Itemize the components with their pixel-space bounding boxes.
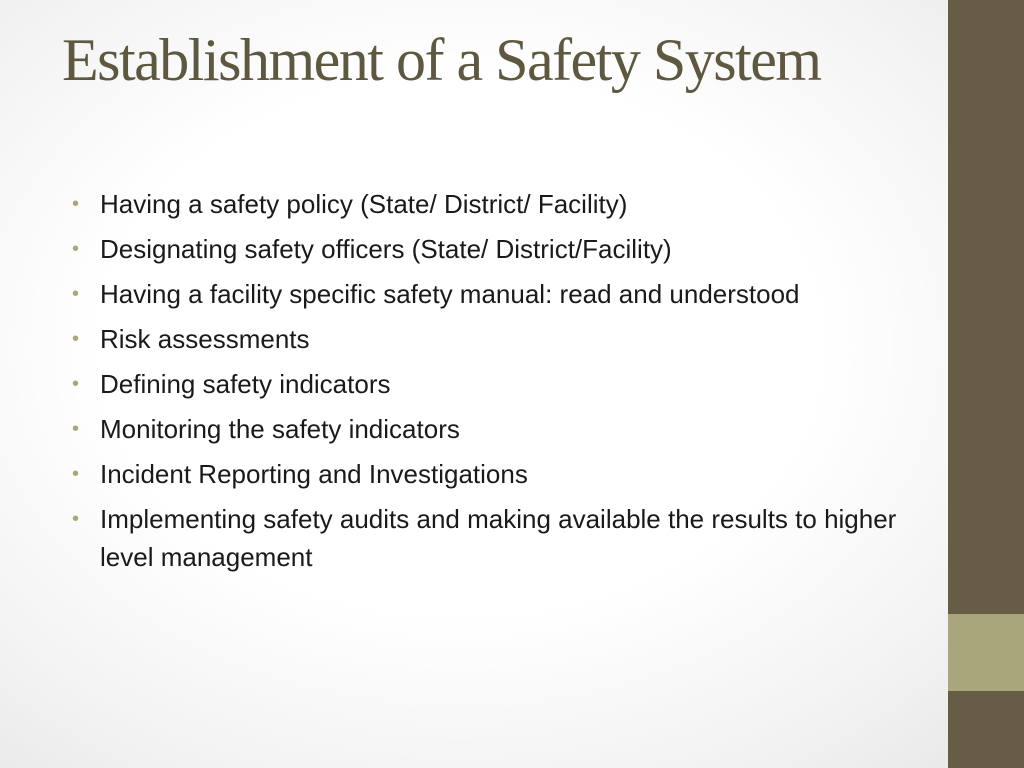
bullet-item [72,455,922,493]
bullet-dot-icon: • [72,193,80,215]
bullet-text: Risk assessments [100,324,310,354]
bullet-text: Implementing safety audits and making available the results to higher level management [100,504,897,572]
slide-title: Establishment of a Safety System [62,27,821,93]
sidebar-decor-accent [948,614,1024,691]
bullet-dot-icon: • [72,463,80,485]
bullet-item [72,500,922,576]
bullet-item [72,410,922,448]
bullet-item [72,365,922,403]
bullet-dot-icon: • [72,328,80,350]
bullet-dot-icon: • [72,283,80,305]
bullet-text: Incident Reporting and Investigations [100,459,528,489]
bullet-item [72,185,922,223]
bullet-item [72,275,922,313]
bullet-text: Designating safety officers (State/ District/Facility) [100,234,672,264]
bullet-text: Having a safety policy (State/ District/ Facility) [100,189,628,219]
bullet-dot-icon: • [72,418,80,440]
bullet-text: Defining safety indicators [100,369,391,399]
sidebar-decor-bottom [948,691,1024,768]
bullet-dot-icon: • [72,373,80,395]
bullet-dot-icon: • [72,508,80,530]
bullet-item [72,320,922,358]
bullet-list [72,185,922,583]
bullet-dot-icon: • [72,238,80,260]
bullet-text: Monitoring the safety indicators [100,414,460,444]
bullet-text: Having a facility specific safety manual: read and understood [100,279,800,309]
sidebar-decor-top [948,0,1024,614]
bullet-item [72,230,922,268]
